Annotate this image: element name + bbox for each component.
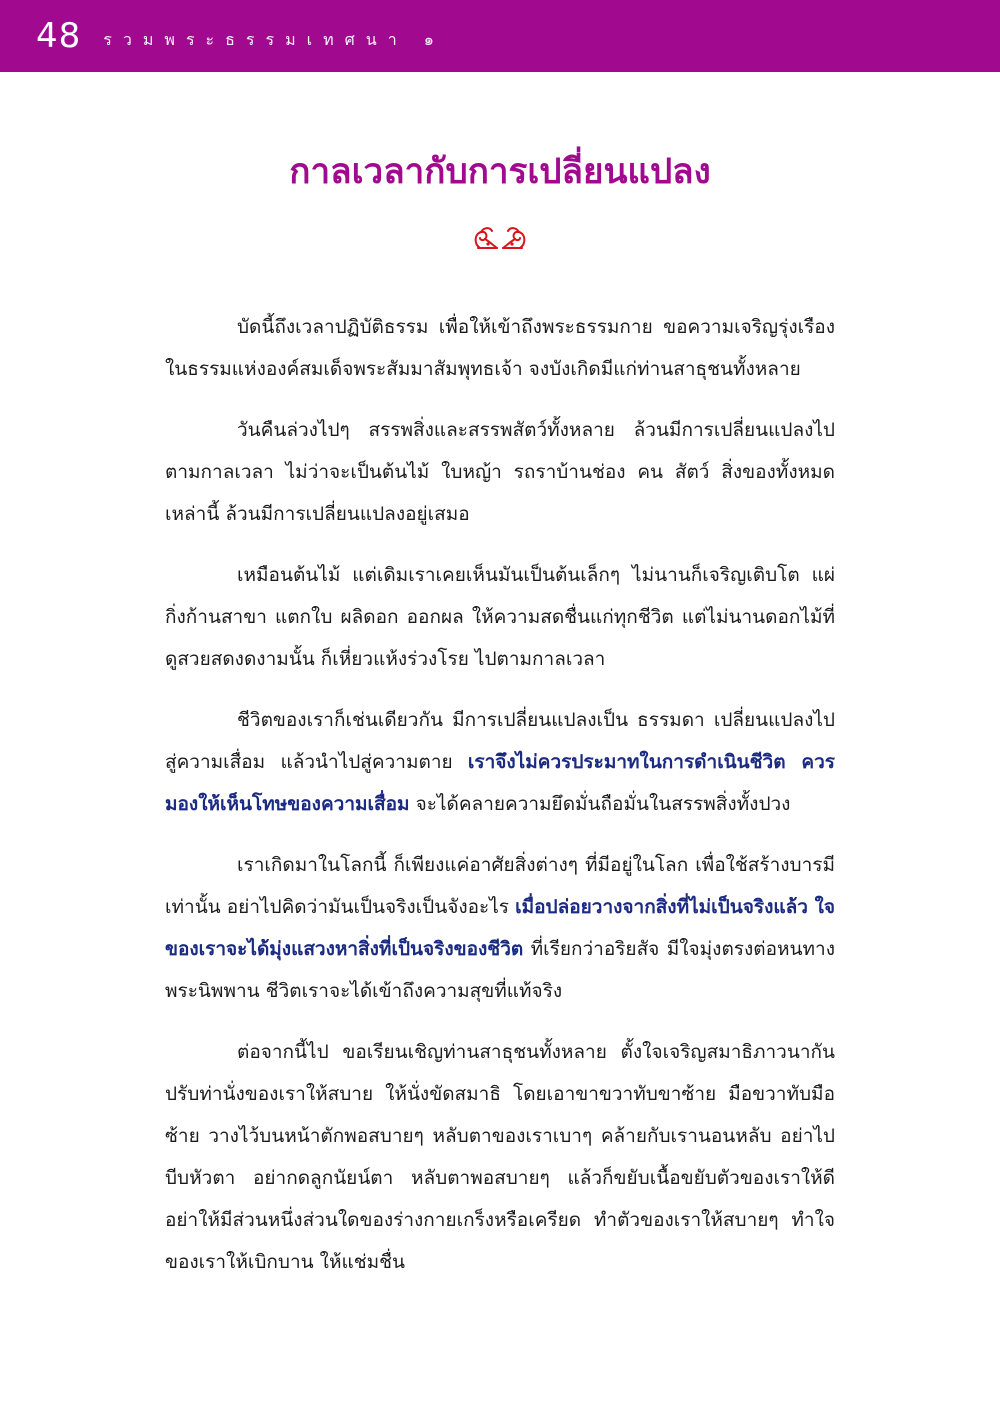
paragraph-4-emphasis: เราจึงไม่ควรประมาทในการดำเนินชีวิต ควรมองให้เห็นโทษของความเสื่อม bbox=[165, 751, 836, 815]
page-number: 48 bbox=[36, 16, 82, 56]
running-title: รวมพระธรรมเทศนา ๑ bbox=[103, 29, 445, 49]
paragraph-5 bbox=[165, 844, 835, 1012]
paragraph-4-lead: ชีวิตของเราก็เช่นเดียวกัน มีการเปลี่ยนแปลงเป็น ธรรมดา เปลี่ยนแปลงไปสู่ความเสื่อม แล้วนำไปสู่ความตาย bbox=[165, 709, 835, 773]
paragraph-6: ต่อจากนี้ไป ขอเรียนเชิญท่านสาธุชนทั้งหลาย ตั้งใจเจริญสมาธิภาวนากัน ปรับท่านั่งของเราให้สบาย ให้นั่งขัดสมาธิ โดยเอาขาขวาทับขาซ้าย มือขวาทับมือซ้าย วางไว้บนหน้าตักพอสบายๆ หลับตาของเราเบาๆ คล้ายกับเรานอนหลับ อย่าไปบีบหัวตา อย่ากดลูกนัยน์ตา หลับตาพอสบายๆ แล้วก็ขยับเนื้อขยับตัวของเราให้ดี อย่าให้มีส่วนหนึ่งส่วนใดของร่างกายเกร็งหรือเครียด ทำตัวของเราให้สบายๆ ทำใจของเราให้เบิกบาน ให้แช่มชื่น bbox=[165, 1041, 835, 1273]
paragraph-1: บัดนี้ถึงเวลาปฏิบัติธรรม เพื่อให้เข้าถึงพระธรรมกาย ขอความเจริญรุ่งเรืองในธรรมแห่งองค์สมเด็จพระสัมมาสัมพุทธเจ้า จงบังเกิดมีแก่ท่านสาธุชนทั้งหลาย bbox=[165, 316, 835, 380]
body-text bbox=[165, 306, 835, 1302]
paragraph-3: เหมือนต้นไม้ แต่เดิมเราเคยเห็นมันเป็นต้นเล็กๆ ไม่นานก็เจริญเติบโต แผ่กิ่งก้านสาขา แตกใบ ผลิดอก ออกผล ให้ความสดชื่นแก่ทุกชีวิต แต่ไม่นานดอกไม้ที่ดูสวยสดงดงามนั้น ก็เหี่ยวแห้งร่วงโรย ไปตามกาลเวลา bbox=[165, 564, 835, 670]
paragraph-2: วันคืนล่วงไปๆ สรรพสิ่งและสรรพสัตว์ทั้งหลาย ล้วนมีการเปลี่ยนแปลงไปตามกาลเวลา ไม่ว่าจะเป็นต้นไม้ ใบหญ้า รถราบ้านช่อง คน สัตว์ สิ่งของทั้งหมดเหล่านี้ ล้วนมีการเปลี่ยนแปลงอยู่เสมอ bbox=[165, 419, 835, 525]
paragraph-4-tail: จะได้คลายความยึดมั่นถือมั่นในสรรพสิ่งทั้งปวง bbox=[409, 793, 791, 815]
paragraph-4 bbox=[165, 699, 835, 825]
floral-divider-icon bbox=[470, 224, 530, 254]
header-bar bbox=[0, 0, 1000, 72]
paragraph-5-emphasis: เมื่อปล่อยวางจากสิ่งที่ไม่เป็นจริงแล้ว ใจของเราจะได้มุ่งแสวงหาสิ่งที่เป็นจริงของชีวิต bbox=[165, 896, 835, 960]
paragraph-5-lead: เราเกิดมาในโลกนี้ ก็เพียงแค่อาศัยสิ่งต่างๆ ที่มีอยู่ในโลก เพื่อใช้สร้างบารมีเท่านั้น อย่าไปคิดว่ามันเป็นจริงเป็นจังอะไร bbox=[165, 854, 835, 918]
chapter-title: กาลเวลากับการเปลี่ยนแปลง bbox=[289, 152, 711, 192]
paragraph-5-tail: ที่เรียกว่าอริยสัจ มีใจมุ่งตรงต่อหนทางพระนิพพาน ชีวิตเราจะได้เข้าถึงความสุขที่แท้จริง bbox=[165, 938, 835, 1002]
